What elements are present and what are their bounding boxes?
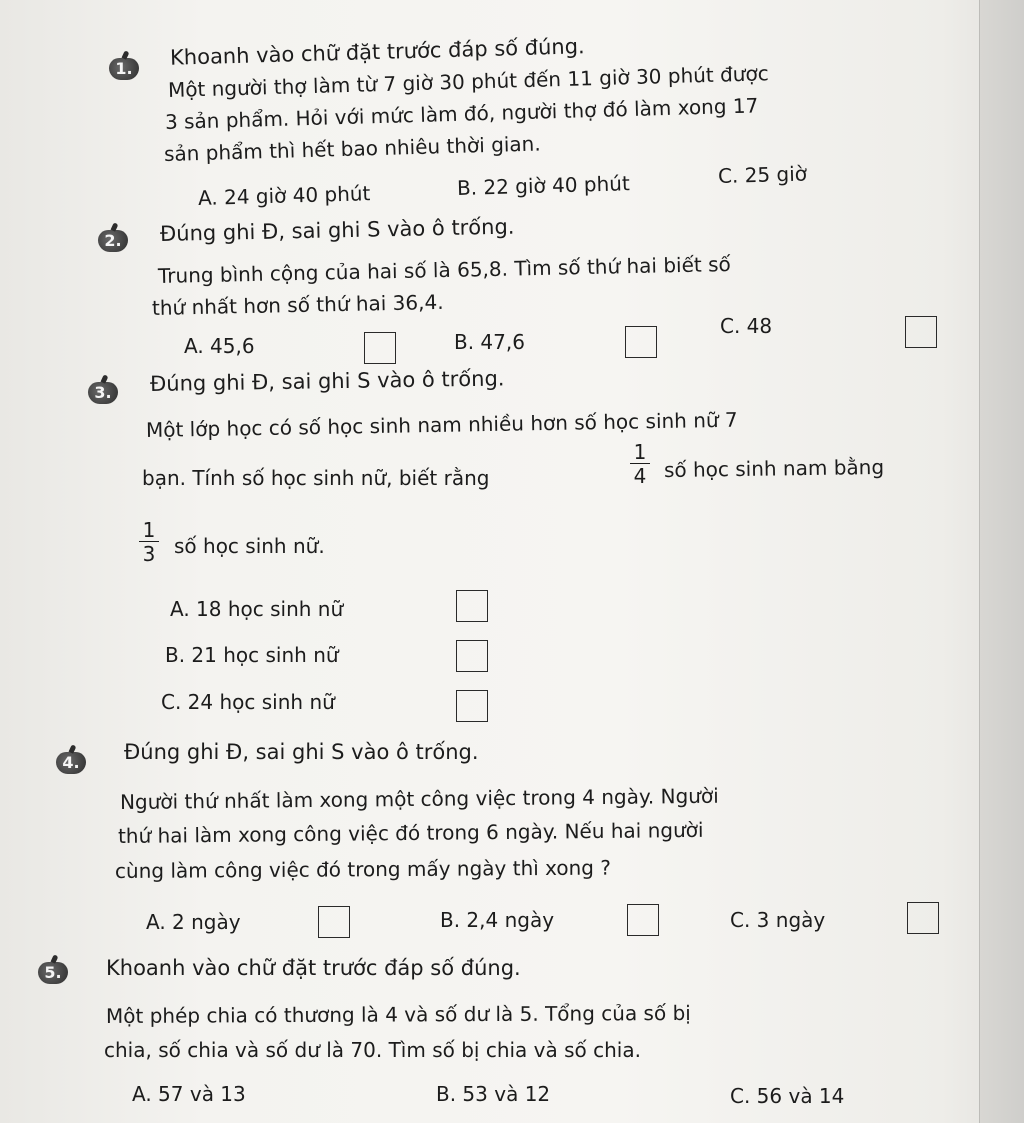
question-4-line-3: cùng làm công việc đó trong mấy ngày thì xong ? [114, 855, 612, 883]
question-5-instruction: Khoanh vào chữ đặt trước đáp số đúng. [106, 956, 521, 980]
question-1-option-b[interactable]: B. 22 giờ 40 phút [456, 171, 631, 200]
question-3-option-b: B. 21 học sinh nữ [165, 643, 339, 667]
question-2-option-a: A. 45,6 [184, 334, 255, 358]
fraction-denominator: 3 [142, 542, 156, 566]
fraction-numerator: 1 [139, 520, 159, 542]
question-2-answer-box-a[interactable] [364, 332, 396, 364]
question-2-answer-box-c[interactable] [905, 316, 937, 348]
question-3-fraction-one-third [139, 520, 159, 564]
question-5-option-a[interactable]: A. 57 và 13 [132, 1082, 246, 1106]
question-3-badge: 3. [88, 382, 118, 404]
question-3-line-2-start: bạn. Tính số học sinh nữ, biết rằng [142, 466, 490, 490]
question-4-option-c: C. 3 ngày [730, 908, 826, 932]
question-3-option-a: A. 18 học sinh nữ [170, 597, 344, 621]
question-1-option-c[interactable]: C. 25 giờ [717, 161, 808, 188]
question-2-option-c: C. 48 [720, 314, 773, 338]
question-3-line-3: số học sinh nữ. [174, 534, 325, 558]
question-4-option-a: A. 2 ngày [146, 910, 241, 934]
question-3-answer-box-b[interactable] [456, 640, 488, 672]
question-3-option-c: C. 24 học sinh nữ [161, 690, 335, 714]
question-4-instruction: Đúng ghi Đ, sai ghi S vào ô trống. [124, 740, 479, 764]
question-5-line-2: chia, số chia và số dư là 70. Tìm số bị chia và số chia. [104, 1038, 641, 1062]
question-1-badge: 1. [109, 58, 139, 80]
question-1-line-2: 3 sản phẩm. Hỏi với mức làm đó, người thợ đó làm xong 17 [164, 93, 759, 134]
question-2-option-b: B. 47,6 [454, 330, 525, 354]
question-1-line-3: sản phẩm thì hết bao nhiêu thời gian. [163, 131, 541, 166]
question-5-badge: 5. [38, 962, 68, 984]
fraction-numerator: 1 [630, 442, 650, 464]
question-2-line-1: Trung bình cộng của hai số là 65,8. Tìm số thứ hai biết số [157, 252, 731, 288]
question-4-option-b: B. 2,4 ngày [440, 908, 555, 932]
question-2-instruction: Đúng ghi Đ, sai ghi S vào ô trống. [159, 214, 515, 246]
question-2-answer-box-b[interactable] [625, 326, 657, 358]
question-5-option-b[interactable]: B. 53 và 12 [436, 1082, 551, 1106]
question-4-answer-box-a[interactable] [318, 906, 350, 938]
question-2-line-2: thứ nhất hơn số thứ hai 36,4. [151, 289, 444, 320]
question-2-badge: 2. [98, 230, 128, 252]
page-edge [979, 0, 1024, 1123]
question-1-line-1: Một người thợ làm từ 7 giờ 30 phút đến 11 giờ 30 phút được [167, 61, 769, 102]
question-1-option-a[interactable]: A. 24 giờ 40 phút [197, 181, 371, 210]
question-4-answer-box-b[interactable] [627, 904, 659, 936]
fraction-denominator: 4 [633, 464, 647, 488]
question-3-line-1: Một lớp học có số học sinh nam nhiều hơn số học sinh nữ 7 [145, 407, 738, 442]
question-3-answer-box-c[interactable] [456, 690, 488, 722]
question-4-answer-box-c[interactable] [907, 902, 939, 934]
question-3-instruction: Đúng ghi Đ, sai ghi S vào ô trống. [149, 366, 505, 396]
question-4-line-1: Người thứ nhất làm xong một công việc trong 4 ngày. Người [119, 783, 719, 814]
question-3-line-2-end: số học sinh nam bằng [663, 454, 885, 482]
question-5-line-1: Một phép chia có thương là 4 và số dư là 5. Tổng của số bị [105, 1000, 691, 1028]
question-3-fraction-one-quarter [630, 442, 650, 486]
question-5-option-c[interactable]: C. 56 và 14 [730, 1084, 845, 1108]
question-1-instruction: Khoanh vào chữ đặt trước đáp số đúng. [169, 34, 585, 70]
question-3-answer-box-a[interactable] [456, 590, 488, 622]
question-4-badge: 4. [56, 752, 86, 774]
question-4-line-2: thứ hai làm xong công việc đó trong 6 ngày. Nếu hai người [117, 817, 704, 848]
